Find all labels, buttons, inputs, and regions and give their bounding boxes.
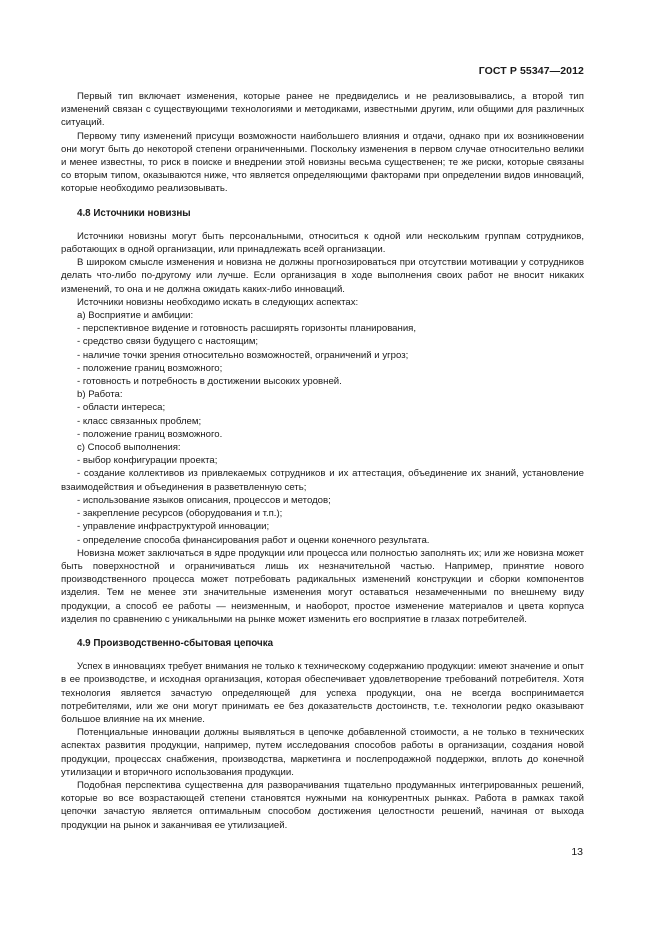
paragraph: Успех в инновациях требует внимания не только к техническому содержанию продукции: имеют значение и опыт в ее производстве, и исходная организация, которая обеспечивает удовлетворение требований потребителя. Хотя технология является зачастую определяющей для успеха продукции, она не всегда воспринимается потребителями, или же они могут принимать ее без доказательств достоинств, т.е. технологии редко оказывают большое влияние на их мнение.	[61, 661, 584, 725]
document-id-header: ГОСТ Р 55347—2012	[478, 65, 584, 77]
paragraph: Источники новизны необходимо искать в следующих аспектах:	[77, 296, 359, 308]
list-item: - положение границ возможного.	[77, 428, 223, 440]
list-item: - класс связанных проблем;	[77, 415, 202, 427]
list-item: - закрепление ресурсов (оборудования и т.п.);	[77, 508, 283, 520]
list-item: - управление инфраструктурой инновации;	[77, 521, 270, 533]
list-item: - перспективное видение и готовность расширять горизонты планирования,	[77, 323, 417, 335]
paragraph: Потенциальные инновации должны выявляться в цепочке добавленной стоимости, а не только в технических аспектах развития продукции, например, путем исследования способов работы в организации, создания новой продукции, процессах снабжения, производства, маркетинга и послепродажной поддержки, вплоть до конечной утилизации и вторичного использования продукции.	[61, 727, 584, 778]
list-item: - готовность и потребность в достижении высоких уровней.	[77, 376, 342, 388]
list-item: - определение способа финансирования работ и оценки конечного результата.	[77, 534, 430, 546]
section-heading-4-9: 4.9 Производственно-сбытовая цепочка	[77, 637, 274, 649]
list-item: - положение границ возможного;	[77, 362, 223, 374]
paragraph: В широком смысле изменения и новизна не должны прогнозироваться при отсутствии мотивации у сотрудников делать что-либо по-другому или лучше. Если организация в ходе выполнения своих работ не вносит никаких изменений, то она и не должна ожидать каких-либо инноваций.	[61, 257, 584, 295]
list-heading-b: b) Работа:	[77, 389, 123, 401]
list-item: - выбор конфигурации проекта;	[77, 455, 218, 467]
page-number: 13	[571, 846, 583, 858]
list-item: - области интереса;	[77, 402, 166, 414]
section-heading-4-8: 4.8 Источники новизны	[77, 207, 191, 219]
paragraph: Источники новизны могут быть персональными, относиться к одной или нескольким группам сотрудников, работающих в одной организации, или принадлежать всей организации.	[61, 230, 584, 256]
list-item: - средство связи будущего с настоящим;	[77, 336, 259, 348]
paragraph: Первый тип включает изменения, которые ранее не предвиделись и не реализовывались, а второй тип изменений связан с существующими технологиями и методиками, известными другим, или общими для различных ситуаций.	[61, 91, 584, 129]
paragraph: Первому типу изменений присущи возможности наибольшего влияния и отдачи, однако при их возникновении они могут быть до некоторой степени ограниченными. Поскольку изменения в первом случае относительно велики и менее известны, то риск в поиске и внедрении этой новизны весьма существенен; те же риски, которые связаны со вторым типом, оказываются ниже, что является определяющими факторами при определении видов инноваций, которые необходимо реализовывать.	[61, 130, 584, 195]
list-heading-c: с) Способ выполнения:	[77, 442, 181, 454]
list-item: - создание коллективов из привлекаемых сотрудников и их аттестация, объединение их знаний, установление взаимодействия и объединения в разветвленную сеть;	[61, 468, 584, 493]
document-body	[61, 90, 584, 832]
paragraph: Новизна может заключаться в ядре продукции или процесса или полностью заполнять их; или же новизна может быть поверхностной и ограничиваться лишь их незначительной частью. Например, принятие нового производственного процесса может потребовать радикальных изменений конструкции и сборки компонентов изделия. Тем не менее эти значительные изменения могут оставаться незамеченными по внешнему виду продукции, а способ ее работы — неизменным, и наоборот, простое изменение материалов и цвета корпуса изделия по сравнению с уникальными на рынке может изменить его восприятие в глазах потребителей.	[61, 547, 584, 625]
paragraph: Подобная перспектива существенна для разворачивания тщательно продуманных интегрированных решений, которые во все возрастающей степени становятся нужными на конкурентных рынках. Работа в рамках такой цепочки зачастую является оптимальным способом достижения целостности решений, начиная от выхода продукции на рынок и заканчивая ее утилизацией.	[61, 779, 584, 831]
list-item: - использование языков описания, процессов и методов;	[77, 494, 331, 506]
list-item: - наличие точки зрения относительно возможностей, ограничений и угроз;	[77, 349, 409, 361]
list-heading-a: а) Восприятие и амбиции:	[77, 310, 194, 322]
